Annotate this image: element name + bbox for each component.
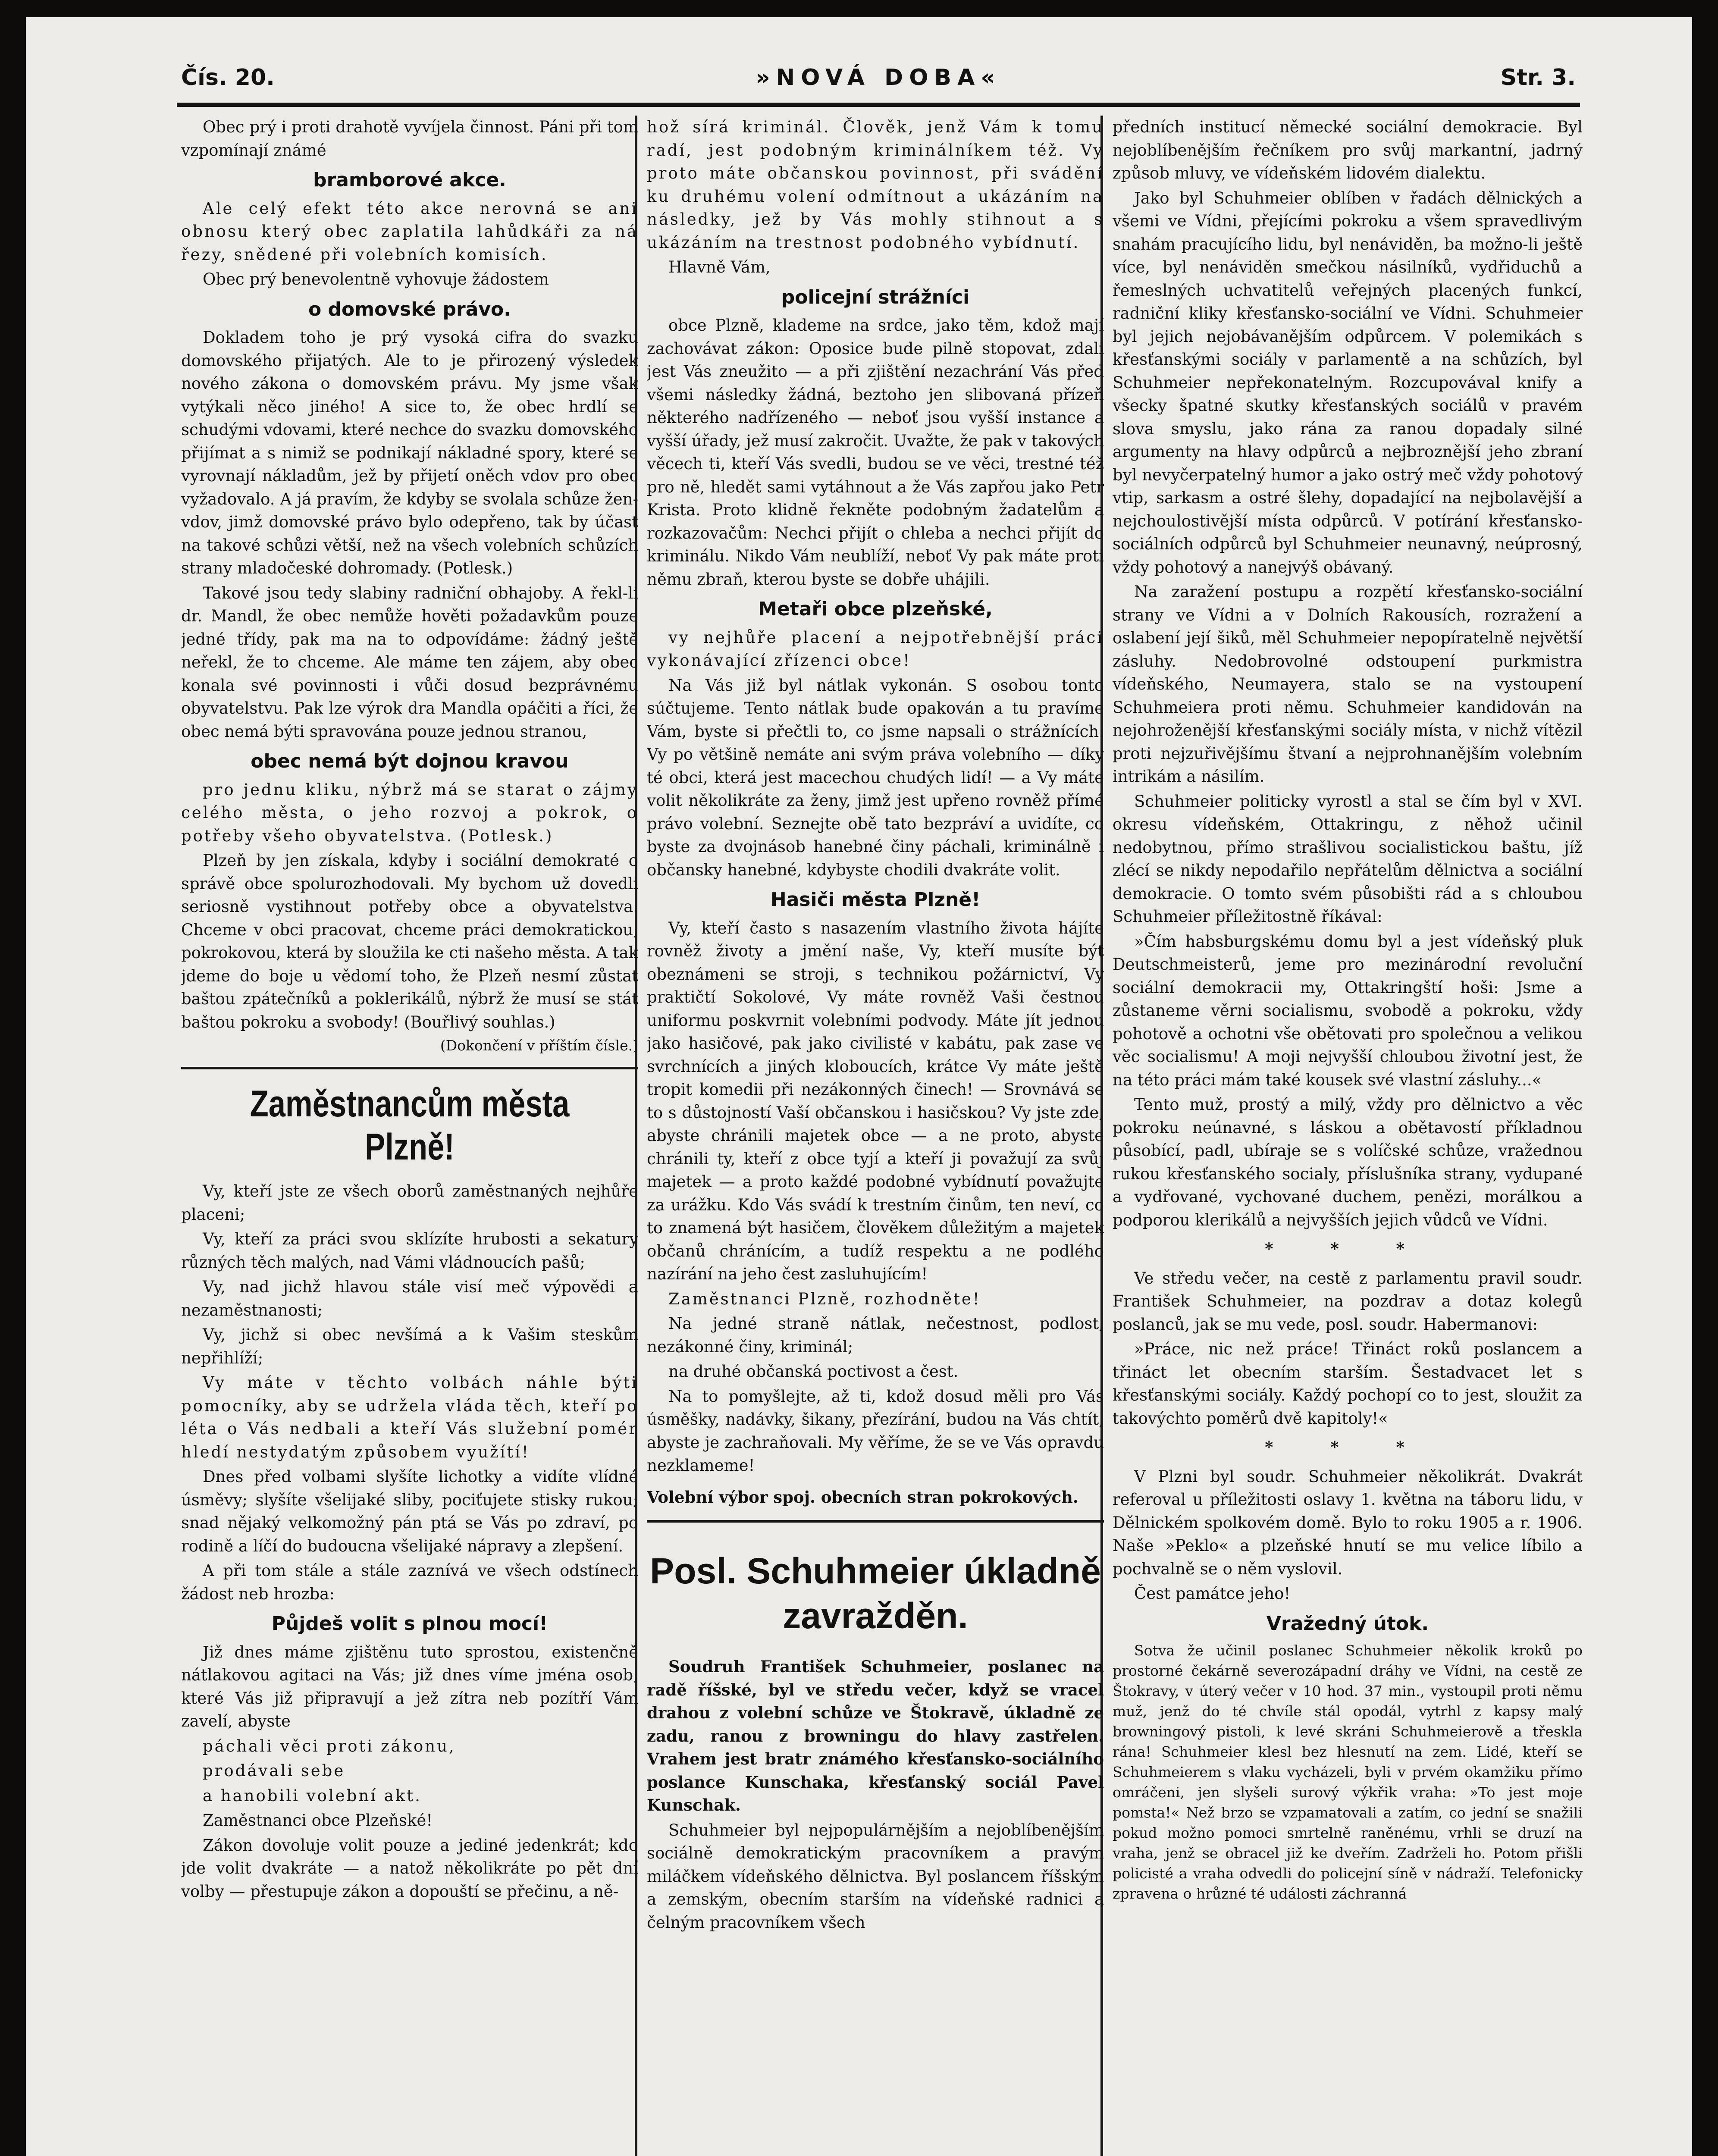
paragraph: Na Vás již byl nátlak vykonán. S osobou tonto súčtujeme. Tento nátlak bude opakován a tu pravíme Vám, byste si přečtli to, co jsme napsali o strážnících. Vy po většině nemáte ani svým práva volebního — díky té obci, která jest macechou chudých lidí! — a Vy máte volit několikráte za ženy, jimž jest upřeno rovněž přímé právo volební. Seznejte obě tato bezpráví a uvidíte, co byste za dvojnásob hanebné činy páchali, kriminálně i občansky hanebné, kdybyste chodili dvakráte volit. xyxy=(647,676,1104,879)
list-line: páchali věci proti zákonu, xyxy=(203,1736,456,1755)
paragraph: Takové jsou tedy slabiny radniční obhajoby. A řekl-li dr. Mandl, že obec nemůže hověti požadavkům pouze jedné třídy, pak ma na to odpovídáme: žádný ještě neřekl, že to chceme. Ale máme ten zájem, aby obec konala své povinnosti i vůči dosud bezprávnému obyvatelstvu. Pak lze výrok dra Mandla opáčiti a říci, že obec nemá býti spravována pouze jednou stranou, xyxy=(181,583,638,741)
paragraph: vy nejhůře placení a nejpotřebnější práci vykonávající zřízenci obce! xyxy=(647,628,1104,670)
list-line: a hanobili volební akt. xyxy=(203,1786,422,1805)
paragraph: pro jednu kliku, nýbrž má se starat o zájmy celého města, o jeho rozvoj a pokrok, o potřeby všeho obyvatelstva. (Potlesk.) xyxy=(181,780,638,845)
header-rule xyxy=(177,103,1580,107)
paragraph: »Čím habsburgskému domu byl a jest vídeňský pluk Deutschmeisterů, jeme pro mezinárodní revoluční sociální demokracii my, Ottakringští hoši: Jsme a zůstaneme věrni socialismu, svobodě a pokroku, vždy pohotově a ochotni vše obětovati pro společnou a velikou věc socialismu! A moji nejvyšší chloubou životní jest, že na této práci mám také kousek své vlastní zásluhy...« xyxy=(1113,932,1583,1089)
paragraph: Ale celý efekt této akce nerovná se ani obnosu který obec zaplatila lahůdkáři za ná řezy, snědené při volebních komisích. xyxy=(181,199,638,264)
subheading: Metaři obce plzeňské, xyxy=(758,598,993,620)
paragraph: hož sírá kriminál. Člověk, jenž Vám k tomu radí, jest podobným kriminálníkem též. Vy proto máte občanskou povinnost, při svádění ku druhému volení odmítnout a ukázáním na následky, jež by Vás mohly stihnout a s ukázáním na trestnost podobného vybídnutí. xyxy=(647,118,1104,252)
paragraph: Dnes před volbami slyšíte lichotky a vidíte vlídné úsměvy; slyšíte všelijaké sliby, pociťujete stisky rukou; snad nějaký velkomožný pán ptá se Vás po zdraví, po rodině a líčí do budoucna všelijaké nápravy a zlepšení. xyxy=(181,1467,638,1555)
paragraph: na druhé občanská poctivost a čest. xyxy=(668,1362,959,1381)
section-rule xyxy=(181,1067,638,1069)
paragraph: »Práce, nic než práce! Třináct roků poslancem a třináct let obecním starším. Šestadvacet let s křesťanskými sociály. Každý pochopí co to jest, sloužit za takovýchto poměrů dvě kapitoly!« xyxy=(1113,1340,1583,1428)
paragraph: Zaměstnanci obce Plzeňské! xyxy=(203,1811,433,1830)
paragraph: Již dnes máme zjištěnu tuto sprostou, existenčně nátlakovou agitaci na Vás; již dnes víme jména osob, které Vás již připravují a jež zítra neb pozítří Vám zavelí, abyste xyxy=(181,1642,638,1730)
paragraph: Čest památce jeho! xyxy=(1134,1584,1291,1603)
paragraph: Ve středu večer, na cestě z parlamentu pravil soudr. František Schuhmeier, na pozdrav a dotaz kolegů poslanců, jak se mu vede, posl. soudr. Habermanovi: xyxy=(1113,1269,1583,1334)
paragraph: Tento muž, prostý a milý, vždy pro dělnictvo a věc pokroku neúnavné, s láskou a obětavostí příkladnou působící, padl, ubíraje se s volíčské schůze, vražednou rukou křesťanského socialy, příslušníka strany, vydupané a vydřované, vychované duchem, penězi, morálkou a podporou klerikálů a nejvyšších jejich vůdců ve Vídni. xyxy=(1113,1095,1583,1229)
paragraph: Sotva že učinil poslanec Schuhmeier několik kroků po prostorné čekárně severozápadní dráhy ve Vídni, na cestě ze Štokravy, v úterý večer v 10 hod. 37 min., vystoupil proti němu muž, jenž do té chvíle stál opodál, vytrhl z kapsy malý browningový pistoli, k levé skráni Schuhmeierově a třeskla rána! Schuhmeier klesl bez hlesnutí na zem. Lidé, kteří se Schuhmeierem s vlaku vycházeli, byli v prvém okamžiku přímo omráčeni, jen slyšeli surový výkřik vraha: »To jest moje pomsta!« Než brzo se vzpamatovali a zatím, co jední se snažili pokud možno pomoci smrtelně raněnému, vrhli se druzí na vraha, jenž se obracel již ke dveřím. Zadrželi ho. Potom přišli policisté a vraha odvedli do policejní síně v nádraží. Telefonicky zpravena o hrůzné té události záchranná xyxy=(1113,1642,1583,1902)
paragraph: Schuhmeier byl nejpopulárnějším a nejoblíbenějším sociálně demokratickým pracovníkem a pravým miláčkem vídeňského dělnictva. Byl poslancem říšským a zemským, obecním starším na vídeňské radnici a čelným pracovníkem všech xyxy=(647,1821,1104,1932)
paragraph: A při tom stále a stále zaznívá ve všech odstínech žádost neb hrozba: xyxy=(181,1561,638,1603)
paragraph: Soudruh František Schuhmeier, poslanec na radě říšské, byl ve středu večer, když se vracel drahou z volební schůze ve Štokravě, úkladně ze zadu, ranou z browningu do hlavy zastřelen. Vrahem jest bratr známého křesťansko-sociálního poslance Kunschaka, křesťanský sociál Pavel Kunschak. xyxy=(647,1657,1104,1814)
signature-line: Volební výbor spoj. obecních stran pokrokových. xyxy=(647,1487,1078,1507)
subheading: bramborové akce. xyxy=(313,169,506,191)
column-2 xyxy=(647,116,1104,2156)
paragraph: Plzeň by jen získala, kdyby i sociální demokraté o správě obce spolurozhodovali. My bychom už dovedli seriosně vystihnout potřeby obce a obyvatelstva. Chceme v obci pracovat, chceme práci demokratickou, pokrokovou, která by sloužila ke cti našeho města. A tak jdeme do boje u vědomí toho, že Plzeň nesmí zůstat baštou zpátečníků a poklerikálů, nýbrž že musí se stát baštou pokroku a svobody! (Bouřlivý souhlas.) xyxy=(181,851,638,1031)
page-number: Str. 3. xyxy=(1500,65,1576,91)
issue-number: Čís. 20. xyxy=(181,65,275,91)
article-headline: Posl. Schuhmeier úkladně zavražděn. xyxy=(650,1551,1101,1636)
continuation-note: (Dokončení v příštím čísle.) xyxy=(440,1037,638,1054)
section-rule xyxy=(647,1520,1104,1523)
paragraph: obce Plzně, klademe na srdce, jako těm, kdož mají zachovávat zákon: Oposice bude pilně stopovat, zdali jest Vás zneužito — a při zjištění nezachrání Vás před všemi následky žádná, beztoho jen slibovaná přízeň některého nadřízeného — neboť jsou vyšší instance a vyšší úřady, jež musí zakročit. Uvažte, že pak v takových věcech ti, kteří Vás svedli, budou se ve věci, trestné též pro ně, hledět sami vytáhnout a že Vás zapřou jako Petr Krista. Proto klidně řekněte podobným žadatelům a rozkazovačům: Nechci přijít o chleba a nechci přijít do kriminálu. Nikdo Vám neublíží, neboť Vy pak máte proti němu zbraň, kterou byste se dobře uhájili. xyxy=(647,316,1104,589)
paragraph: Schuhmeier politicky vyrostl a stal se čím byl v XVI. okresu vídeňském, Ottakringu, z něhož učinil nedobytnou, přímo strašlivou socialistickou baštu, jíž zlécí se nikdy nepodařilo nepřátelům dělnictva a sociální demokracie. O tomto svém působišti rád a s chloubou Schuhmeier příležitostně říkával: xyxy=(1113,792,1583,926)
subheading: o domovské právo. xyxy=(308,298,511,320)
paragraph: Vy máte v těchto volbách náhle býti pomocníky, aby se udržela vláda těch, kteří po léta o Vás nedbali a kteří Vás služební pomér hledí nestydatým způsobem využítí! xyxy=(181,1373,638,1461)
paragraph: Obec prý benevolentně vyhovuje žádostem xyxy=(203,270,549,288)
paragraph: Vy, nad jichž hlavou stále visí meč výpovědi a nezaměstnanosti; xyxy=(181,1278,638,1319)
paragraph: Na jedné straně nátlak, nečestnost, podlost, nezákonné činy, kriminál; xyxy=(647,1314,1104,1356)
paragraph: Na zaražení postupu a rozpětí křesťansko-sociální strany ve Vídni a v Dolních Rakousích, rozražení a oslabení její šiků, měl Schuhmeier nepopíratelně největší zásluhy. Nedobrovolné odstoupení purkmistra vídeňského, Neumayera, stalo se na vystoupení Schuhmeiera proti němu. Schuhmeier kandidován na nejohroženější křesťanskými sociály místa, v nichž vítězil proti nejzuřivějšímu štvaní a nejprohnanějším volebním intrikám a násilím. xyxy=(1113,583,1583,786)
newspaper-title: »NOVÁ DOBA« xyxy=(756,65,1001,91)
paragraph: Dokladem toho je prý vysoká cifra do svazku domovského přijatých. Ale to je přirozený výsledek nového zákona o domovském právu. My jsme však vytýkali něco jiného! A sice to, že obec hrdlí se schudými vdovami, které nechce do svazku domovského přijímat a s nimiž se podnikají nákladné spory, které se vyrovnají nákladům, jež by přijetí oněch vdov pro obec vyžadovalo. A já pravím, že kdyby se svolala schůze žen-vdov, jimž domovské právo bylo odepřeno, tak by účast na takové schůzi větší, než na všech volebních schůzích strany mladočeské dohromady. (Potlesk.) xyxy=(181,328,638,577)
paragraph: V Plzni byl soudr. Schuhmeier několikrát. Dvakrát referoval u příležitosti oslavy 1. května na táboru lidu, v Dělnickém spolkovém domě. Bylo to roku 1905 a r. 1906. Naše »Peklo« a plzeňské hnutí se mu velice líbilo a pochvalně se o něm vyslovil. xyxy=(1113,1467,1583,1578)
paragraph: předních institucí německé sociální demokracie. Byl nejoblíbenějším řečníkem pro svůj markantní, jadrný způsob mluvy, ve vídeňském lidovém dialektu. xyxy=(1113,118,1583,182)
subheading: obec nemá být dojnou kravou xyxy=(251,750,569,772)
paragraph: Hlavně Vám, xyxy=(668,258,771,276)
subheading: Vražedný útok. xyxy=(1266,1612,1429,1635)
column-1 xyxy=(181,116,638,2156)
list-line: prodávali sebe xyxy=(203,1761,345,1780)
paragraph: Vy, kteří za práci svou sklízíte hrubosti a sekatury různých těch malých, nad Vámi vládnoucích pašů; xyxy=(181,1230,638,1272)
column-3 xyxy=(1113,116,1583,2156)
paragraph: Vy, jichž si obec nevšímá a k Vašim steskům nepřihlíží; xyxy=(181,1326,638,1367)
subheading: Půjdeš volit s plnou mocí! xyxy=(271,1613,548,1635)
subheading: Hasiči města Plzně! xyxy=(770,889,981,911)
subheading: policejní strážníci xyxy=(781,286,970,308)
page-header xyxy=(181,65,1576,99)
paragraph: Na to pomyšlejte, až ti, kdož dosud měli pro Vás úsměšky, nadávky, šikany, přezírání, budou na Vás chtít, abyste je zachraňovali. My věříme, že se ve Vás opravdu nezklameme! xyxy=(647,1387,1104,1475)
paragraph: Obec prý i proti drahotě vyvíjela činnost. Páni při tom vzpomínají známé xyxy=(181,118,638,160)
paragraph: Jako byl Schuhmeier oblíben v řadách dělnických a všemi ve Vídni, přejícími pokroku a všem spravedlivým snahám pracujícího lidu, byl nenáviděn, ba možno-li ještě více, byl nenáviděn smečkou násilníků, vydřiduchů a řemeslných uchvatitelů veřejných placených funkcí, radniční kliky křesťansko-sociální ve Vídni. Schuhmeier byl jejich nejobávanějším odpůrcem. V polemikách s křesťanskými sociály v parlamentě a na schůzích, byl Schuhmeier nepřekonatelným. Rozcupovával knify a všecky špatné skutky křesťanských sociálů v pravém slova smyslu, jako rána za ranou dopadaly silné argumenty na hlavy odpůrců a nejbroznější jeho zbraní byl nevyčerpatelný humor a jako ostrý meč vždy pohotový vtip, sarkasm a ostré šlehy, dopadající na nejbolavější a nejchoulostivější místa odpůrců. V potírání křesťansko-sociálních odpůrců byl Schuhmeier neunavný, neúprosný, vždy pohotový a nanejvýš obávaný. xyxy=(1113,188,1583,577)
paragraph: Zaměstnanci Plzně, rozhodněte! xyxy=(668,1289,981,1308)
separator-stars: * * * xyxy=(1265,1438,1430,1457)
article-headline: Zaměstnancům města Plzně! xyxy=(250,1083,570,1168)
separator-stars: * * * xyxy=(1265,1239,1430,1258)
paragraph: Zákon dovoluje volit pouze a jediné jedenkrát; kdo jde volit dvakráte — a natož několikráte po pět dní volby — přestupuje zákon a dopouští se přečinu, a ně- xyxy=(181,1836,638,1901)
paragraph: Vy, kteří často s nasazením vlastního života hájíte rovněž životy a jmění naše, Vy, kteří musíte být obeznámeni se stroji, s technikou požárnictví, Vy praktičtí Sokolové, Vy máte rovněž Vaši čestnou uniformu poskvrnit volebními podvody. Máte jít jednou jako hasičové, pak jako civilisté v kabátu, pak zase ve svrchnících a jiných kloboucích, krátce Vy máte ještě tropit komedii při nezákonných činech! — Srovnává se to s důstojností Vaší občanskou i hasičskou? Vy jste zde, abyste chránili majetek obce — a ne proto, abyste chránili ty, kteří z obce tyjí a kteří ji považují za svůj majetek — a proto každé podobné vybídnutí považujte za urážku. Kdo Vás svádí k trestním činům, ten neví, co to znamená být hasičem, člověkem důležitým a majetek občanů chránícím, a tudíž respektu a ne podlého nazírání na jeho čest zasluhujícím! xyxy=(647,918,1104,1283)
paragraph: Vy, kteří jste ze všech oborů zaměstnaných nejhůře placeni; xyxy=(181,1182,638,1224)
